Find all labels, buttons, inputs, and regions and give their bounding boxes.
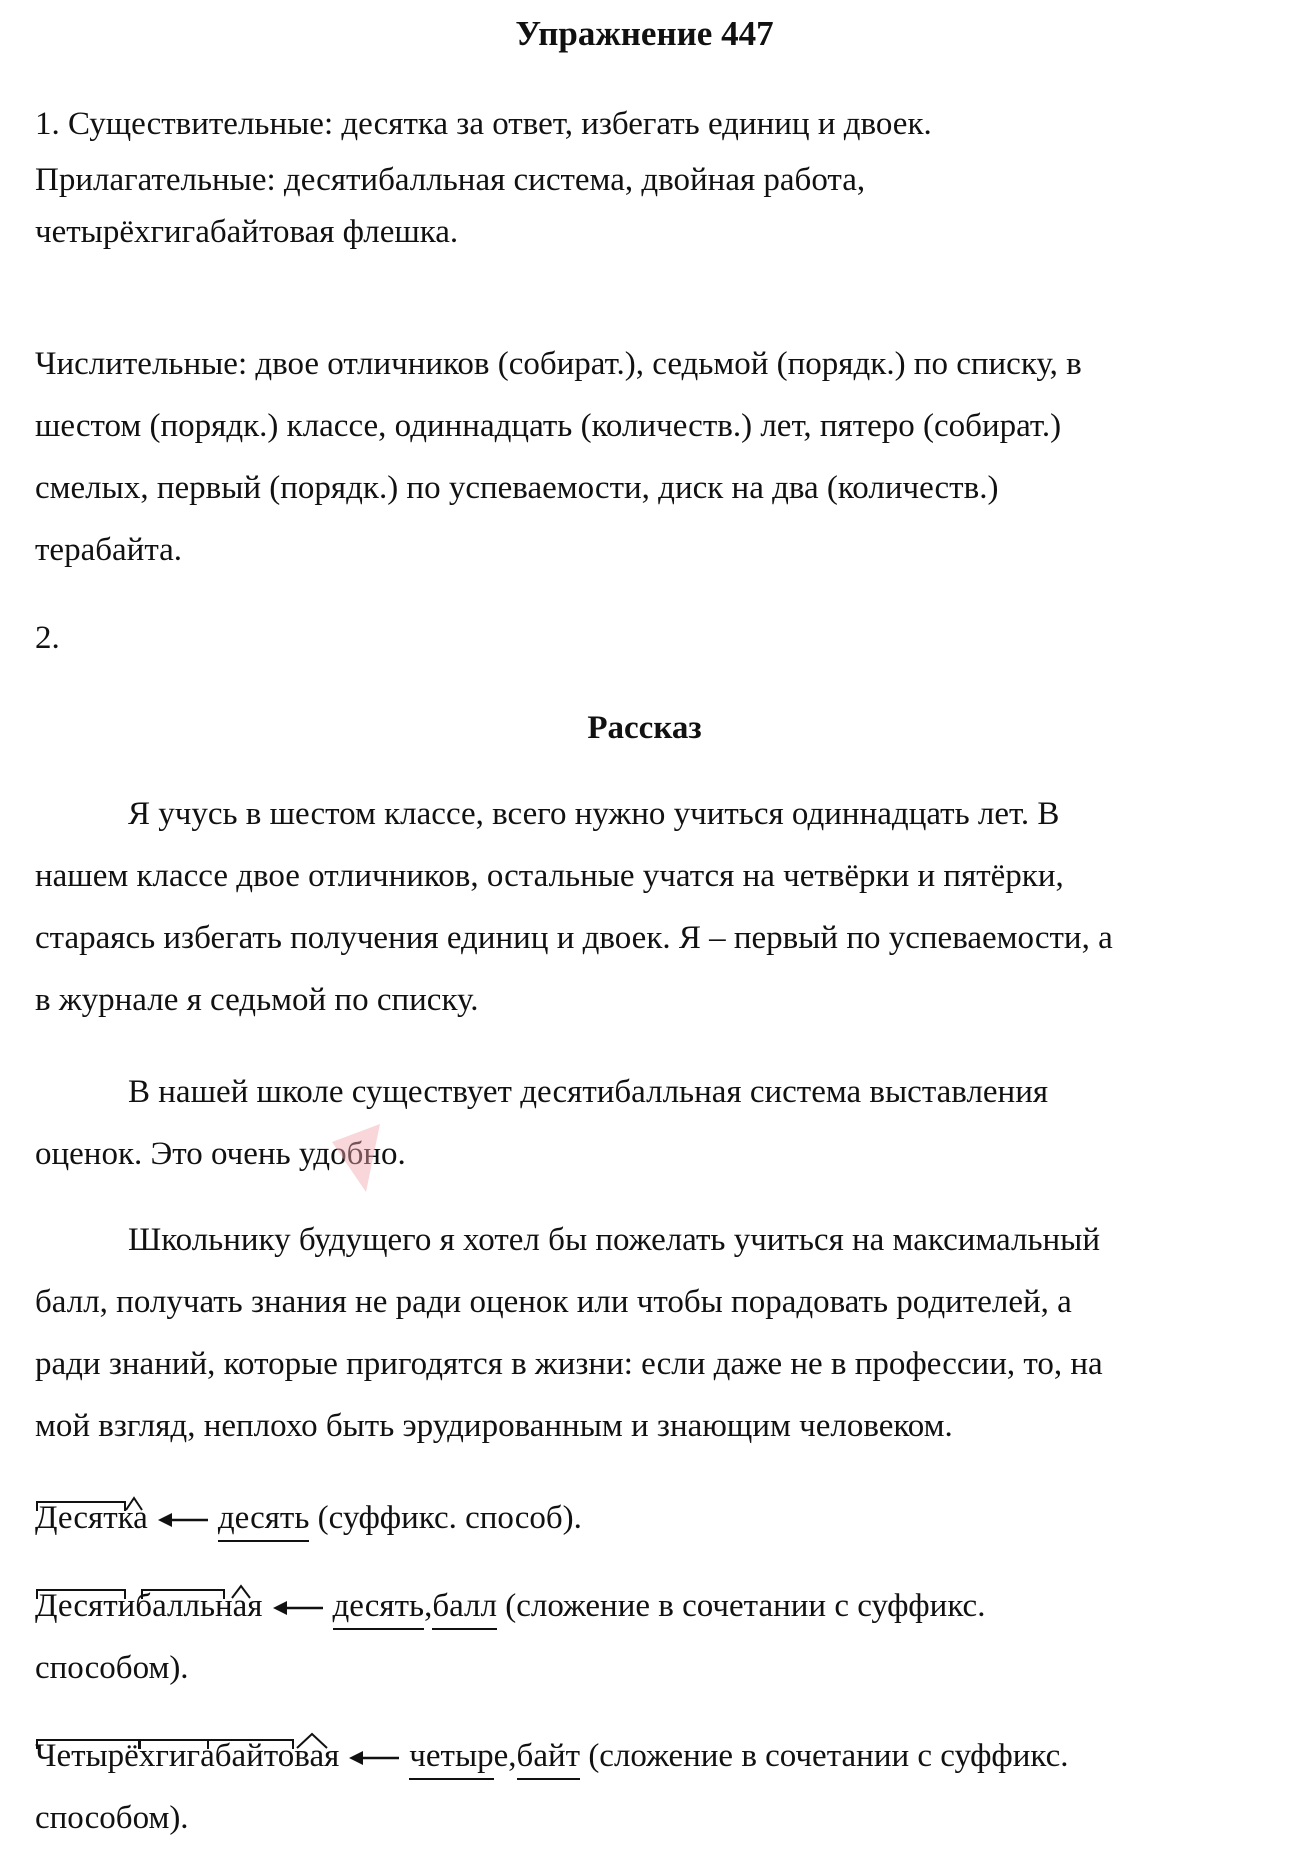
adjectives-line-2: четырёхгигабайтовая флешка. [35,214,459,250]
derivation-arrow-icon [156,1496,210,1540]
morph-source-a: десять [333,1584,425,1630]
morph-source-b: байт [517,1734,581,1780]
numerals-line-1: Числительные: двое отличников (собират.), седьмой (порядк.) по списку, в [35,346,1082,382]
morph-method: (сложение в сочетании с суффикс. [588,1738,1069,1774]
nouns-line: 1. Существительные: десятка за ответ, избегать единиц и двоек. [35,106,932,142]
morph-source-a-ending: е [493,1738,509,1774]
story-p2-line-2: оценок. Это очень удобно. [35,1136,406,1172]
story-heading: Рассказ [587,710,702,746]
morph-separator: , [424,1588,433,1624]
story-p1-line-3: стараясь избегать получения единиц и двоек. Я – первый по успеваемости, а [35,920,1113,956]
story-p3-line-1: Школьнику будущего я хотел бы пожелать учиться на максимальный [128,1222,1100,1258]
morph-source-b: балл [432,1584,497,1630]
adjectives-line-1: Прилагательные: десятибалльная система, двойная работа, [35,162,866,198]
section-2-number: 2. [35,620,60,656]
story-p1-line-1: Я учусь в шестом классе, всего нужно учиться одиннадцать лет. В [128,796,1060,832]
morph-analysis-2-line-2: способом). [35,1650,189,1686]
stamp-mark-icon [320,1122,390,1194]
morph-method: (сложение в сочетании с суффикс. [505,1588,986,1624]
story-p1-line-2: нашем классе двое отличников, остальные учатся на четвёрки и пятёрки, [35,858,1064,894]
morph-word: Десятибалльная [35,1588,263,1624]
morph-analysis-3 [35,1734,1069,1780]
morph-word: Четырёхгигабайтовая [35,1738,340,1774]
story-p3-line-3: ради знаний, которые пригодятся в жизни: если даже не в профессии, то, на [35,1346,1103,1382]
numerals-line-3: смелых, первый (порядк.) по успеваемости, диск на два (количеств.) [35,470,999,506]
morph-analysis-3-line-2: способом). [35,1800,189,1836]
morph-source-a-root: четыр [409,1734,493,1780]
derivation-arrow-icon [271,1584,325,1628]
morph-word: Десятка [35,1500,148,1536]
story-p1-line-4: в журнале я седьмой по списку. [35,982,479,1018]
derivation-arrow-icon [347,1734,401,1778]
story-p3-line-2: балл, получать знания не ради оценок или чтобы порадовать родителей, а [35,1284,1072,1320]
numerals-line-2: шестом (порядк.) классе, одиннадцать (количеств.) лет, пятеро (собират.) [35,408,1062,444]
page-title: Упражнение 447 [515,14,774,53]
story-p3-line-4: мой взгляд, неплохо быть эрудированным и знающим человеком. [35,1408,953,1444]
morph-method: (суффикс. способ). [317,1500,582,1536]
morph-separator: , [508,1738,517,1774]
numerals-line-4: терабайта. [35,532,183,568]
morph-analysis-2 [35,1584,985,1630]
story-p2-line-1: В нашей школе существует десятибалльная система выставления [128,1074,1049,1110]
morph-analysis-1 [35,1496,582,1542]
morph-source: десять [218,1496,310,1542]
